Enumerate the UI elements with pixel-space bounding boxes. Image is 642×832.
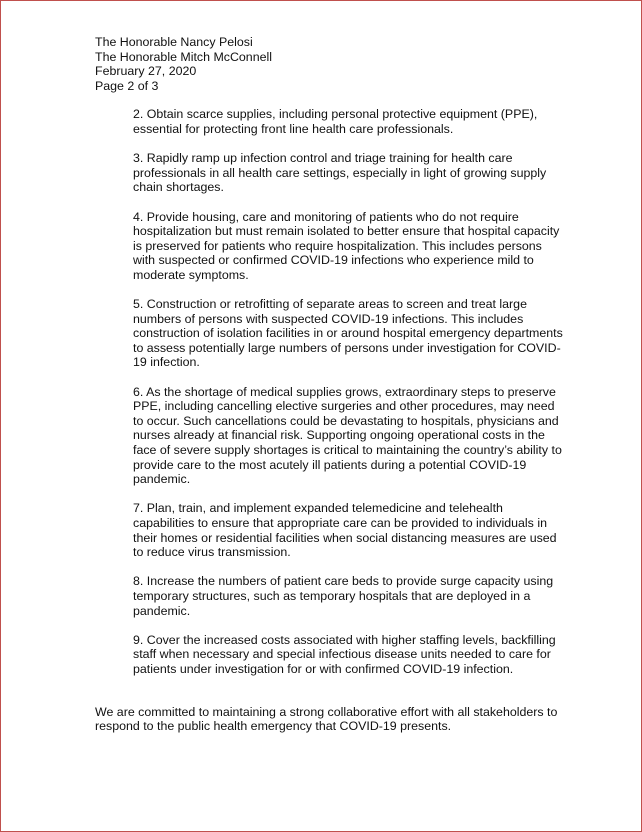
list-item-9: 9. Cover the increased costs associated with higher staffing levels, backfilling staff when necessary and special infectious disease units needed to care for patients under investigation for or with confirmed COVID-19 infection. xyxy=(133,632,556,676)
list-item-6: 6. As the shortage of medical supplies grows, extraordinary steps to preserve PPE, including cancelling elective surgeries and other procedures, may need to occur. Such cancellations could be devastating to hospitals, physicians and nurses already at financial risk. Supporting ongoing operational costs in the face of severe supply shortages is critical to maintaining the country’s ability to provide care to the most acutely ill patients during a potential COVID-19 pandemic. xyxy=(133,384,562,487)
list-item-3: 3. Rapidly ramp up infection control and triage training for health care professionals in all health care settings, especially in light of growing supply chain shortages. xyxy=(133,151,547,195)
list-item-5: 5. Construction or retrofitting of separate areas to screen and treat large numbers of persons with suspected COVID-19 infections. This includes construction of isolation facilities in or around hospital emergency departments to assess potentially large numbers of persons under investigation for COVID-19 infection. xyxy=(133,297,563,370)
list-item-8: 8. Increase the numbers of patient care beds to provide surge capacity using temporary structures, such as temporary hospitals that are deployed in a pandemic. xyxy=(133,574,554,618)
numbered-list xyxy=(133,107,563,676)
closing-paragraph: We are committed to maintaining a strong collaborative effort with all stakeholders to respond to the public health emergency that COVID-19 presents. xyxy=(95,704,558,734)
recipient-1: The Honorable Nancy Pelosi xyxy=(95,35,253,49)
page-number: Page 2 of 3 xyxy=(95,78,159,93)
list-item-4: 4. Provide housing, care and monitoring of patients who do not require hospitalization but must remain isolated to better ensure that hospital capacity is preserved for patients who require hospitalization. This includes persons with suspected or confirmed COVID-19 infections who experience mild to moderate symptoms. xyxy=(133,209,560,282)
letter-header xyxy=(95,35,565,93)
letter-date: February 27, 2020 xyxy=(95,64,197,79)
list-item-2: 2. Obtain scarce supplies, including personal protective equipment (PPE), essential for protecting front line health care professionals. xyxy=(133,107,538,136)
recipient-2: The Honorable Mitch McConnell xyxy=(95,49,272,64)
letter-body xyxy=(95,35,565,746)
list-item-7: 7. Plan, train, and implement expanded telemedicine and telehealth capabilities to ensure that appropriate care can be provided to individuals in their homes or residential facilities when social distancing measures are used to reduce virus transmission. xyxy=(133,501,557,560)
